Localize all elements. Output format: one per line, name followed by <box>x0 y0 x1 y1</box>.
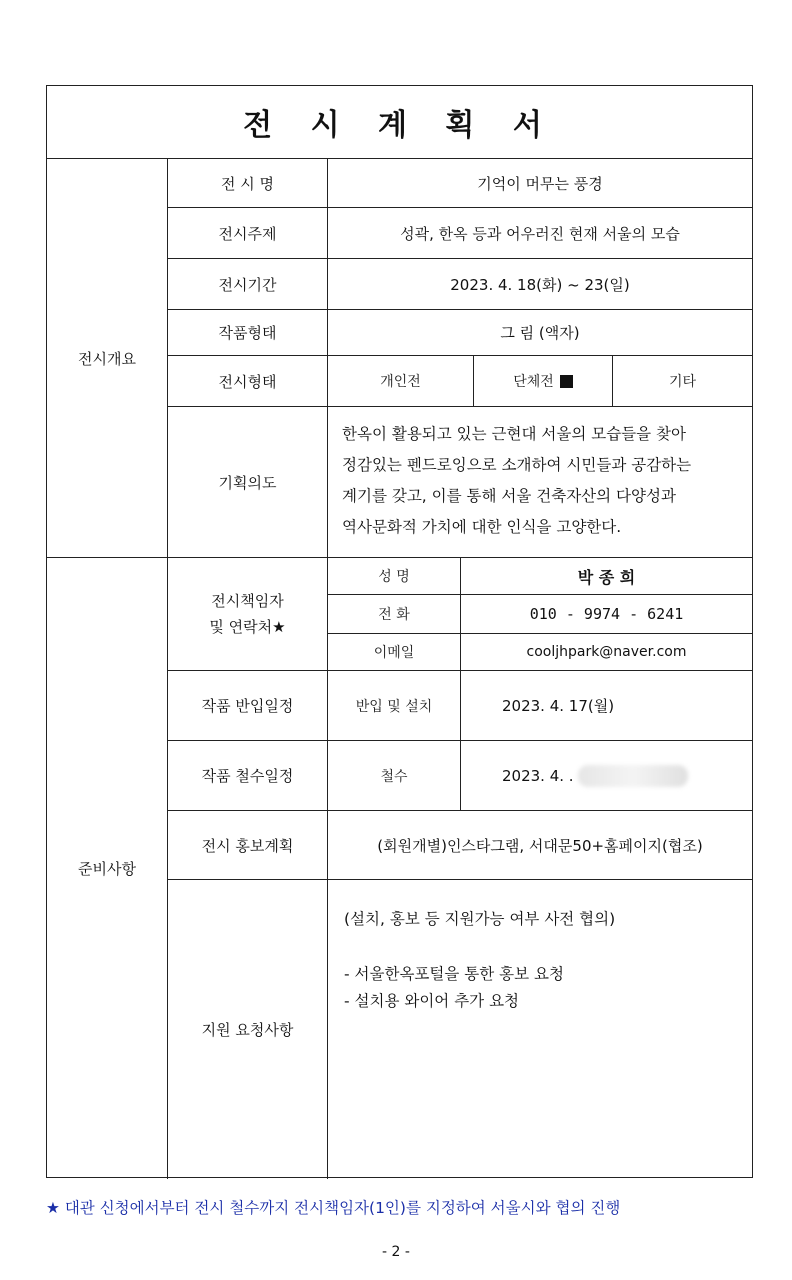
footer-note: ★ 대관 신청에서부터 전시 철수까지 전시책임자(1인)를 지정하여 서울시와 협의 진행 <box>46 1199 621 1217</box>
artwork-form: 그 림 (액자) <box>500 324 580 342</box>
contact-label-line: 및 연락처★ <box>209 618 286 636</box>
row-label-artwork-form: 작품형태 <box>218 324 277 342</box>
intent-line: 계기를 갖고, 이를 통해 서울 건축자산의 다양성과 <box>342 487 676 505</box>
page-title: 전 시 계 획 서 <box>243 108 556 143</box>
row-label-contact <box>168 558 327 670</box>
checked-square-icon <box>560 375 573 388</box>
manager-email: cooljhpark@naver.com <box>526 644 687 660</box>
support-item: - 설치용 와이어 추가 요청 <box>344 992 520 1010</box>
row-label-install: 작품 반입일정 <box>201 697 294 715</box>
row-label-removal: 작품 철수일정 <box>201 767 294 785</box>
phone-label: 전 화 <box>378 607 410 623</box>
row-label-promo: 전시 홍보계획 <box>201 836 294 855</box>
intent-line: 정감있는 펜드로잉으로 소개하여 시민들과 공감하는 <box>342 456 692 474</box>
page-number: - 2 - <box>382 1244 410 1260</box>
removal-date-cell <box>461 741 752 810</box>
exhibition-theme: 성곽, 한옥 등과 어우러진 현재 서울의 모습 <box>400 224 680 243</box>
install-date: 2023. 4. 17(월) <box>502 697 615 715</box>
row-label-exhibition-type: 전시형태 <box>218 372 277 391</box>
manager-name: 박 종 희 <box>577 567 636 587</box>
removal-sub-label: 철수 <box>380 768 408 785</box>
install-sub-label: 반입 및 설치 <box>355 698 433 715</box>
section-label-overview: 전시개요 <box>78 349 136 368</box>
email-label: 이메일 <box>373 645 415 661</box>
row-label-theme: 전시주제 <box>218 224 277 243</box>
intent-text <box>328 407 752 557</box>
removal-date: 2023. 4. . <box>502 766 574 785</box>
exhibition-plan-form <box>46 85 753 1178</box>
manager-phone: 010 - 9974 - 6241 <box>529 605 684 623</box>
exhibition-name: 기억이 머무는 풍경 <box>477 174 603 193</box>
support-item: - 서울한옥포털을 통한 홍보 요청 <box>344 965 564 983</box>
type-option-solo: 개인전 <box>380 374 421 390</box>
row-label-intent: 기획의도 <box>218 473 277 492</box>
exhibition-period: 2023. 4. 18(화) ~ 23(일) <box>450 275 630 294</box>
redacted-blur <box>578 765 688 787</box>
row-label-support: 지원 요청사항 <box>201 1020 294 1039</box>
support-intro: (설치, 홍보 등 지원가능 여부 사전 협의) <box>344 910 616 928</box>
type-option-other: 기타 <box>668 374 697 390</box>
type-option-group-label: 단체전 <box>513 374 554 390</box>
row-label-period: 전시기간 <box>218 275 277 294</box>
promo-plan: (회원개별)인스타그램, 서대문50+홈페이지(협조) <box>377 836 703 855</box>
contact-label-line: 전시책임자 <box>211 592 284 610</box>
intent-line: 역사문화적 가치에 대한 인식을 고양한다. <box>342 518 622 536</box>
name-label: 성 명 <box>378 569 410 585</box>
section-label-prep: 준비사항 <box>78 859 136 878</box>
support-requests <box>328 880 752 1178</box>
intent-line: 한옥이 활용되고 있는 근현대 서울의 모습들을 찾아 <box>342 425 686 443</box>
type-option-group <box>474 356 612 406</box>
row-label-title: 전 시 명 <box>220 174 274 193</box>
